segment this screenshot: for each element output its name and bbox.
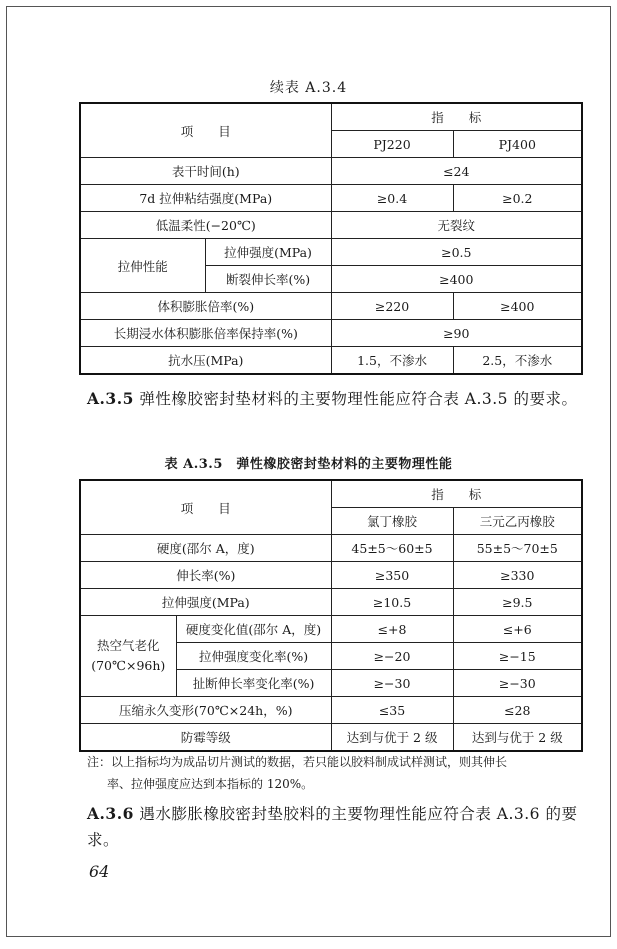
clause-text: 遇水膨胀橡胶密封垫胶料的主要物理性能应符合表 A.3.6 的要求。 bbox=[87, 805, 578, 849]
row-label: 抗水压(MPa) bbox=[80, 347, 331, 375]
row-value-1: ≥350 bbox=[331, 562, 453, 589]
row-value-2: ≥9.5 bbox=[453, 589, 582, 616]
table-row bbox=[80, 616, 582, 643]
header-col2: PJ400 bbox=[453, 131, 582, 158]
page-number: 64 bbox=[89, 862, 110, 881]
table-row bbox=[80, 535, 582, 562]
sub-value: ≥0.5 bbox=[331, 239, 582, 266]
note-line-2: 率、拉伸强度应达到本指标的 120%。 bbox=[107, 777, 314, 791]
sub-label: 断裂伸长率(%) bbox=[205, 266, 331, 293]
clause-a35 bbox=[87, 386, 587, 412]
table-row bbox=[80, 697, 582, 724]
row-label: 7d 拉伸粘结强度(MPa) bbox=[80, 185, 331, 212]
sub-value: ≥400 bbox=[331, 266, 582, 293]
table1-caption: 续表 A.3.4 bbox=[269, 80, 348, 96]
row-label: 压缩永久变形(70℃×24h，%) bbox=[80, 697, 331, 724]
clause-number: A.3.6 bbox=[87, 804, 134, 823]
sub-label: 扯断伸长率变化率(%) bbox=[176, 670, 331, 697]
row-label: 表干时间(h) bbox=[80, 158, 331, 185]
row-value-1: ≥220 bbox=[331, 293, 453, 320]
group-label bbox=[80, 616, 176, 697]
row-value-2: ≤28 bbox=[453, 697, 582, 724]
row-value: ≥90 bbox=[331, 320, 582, 347]
table-row bbox=[80, 562, 582, 589]
header-item: 项 目 bbox=[80, 480, 331, 535]
row-value-2: ≥330 bbox=[453, 562, 582, 589]
header-item: 项 目 bbox=[80, 103, 331, 158]
group-label: 拉伸性能 bbox=[80, 239, 205, 293]
row-value-2: ≥0.2 bbox=[453, 185, 582, 212]
clause-a36 bbox=[87, 801, 587, 853]
table-row bbox=[80, 589, 582, 616]
table-row bbox=[80, 212, 582, 239]
row-label: 拉伸强度(MPa) bbox=[80, 589, 331, 616]
row-value: 无裂纹 bbox=[331, 212, 582, 239]
row-value-2: 2.5，不渗水 bbox=[453, 347, 582, 375]
table-row bbox=[80, 239, 582, 266]
sub-label: 硬度变化值(邵尔 A，度) bbox=[176, 616, 331, 643]
table-row bbox=[80, 158, 582, 185]
row-value: ≤24 bbox=[331, 158, 582, 185]
clause-text: 弹性橡胶密封垫材料的主要物理性能应符合表 A.3.5 的要求。 bbox=[139, 390, 578, 408]
row-value-1: ≥−30 bbox=[331, 670, 453, 697]
row-label: 硬度(邵尔 A，度) bbox=[80, 535, 331, 562]
group-label-line1: 热空气老化 bbox=[96, 638, 160, 653]
row-value-1: ≤35 bbox=[331, 697, 453, 724]
row-value-1: ≥−20 bbox=[331, 643, 453, 670]
row-value-1: ≥10.5 bbox=[331, 589, 453, 616]
table-row bbox=[80, 347, 582, 375]
header-col2: 三元乙丙橡胶 bbox=[453, 508, 582, 535]
header-col1: PJ220 bbox=[331, 131, 453, 158]
row-value-2: 达到与优于 2 级 bbox=[453, 724, 582, 752]
note-line-1: 注：以上指标均为成品切片测试的数据，若只能以胶料制成试样测试，则其伸长 bbox=[87, 755, 508, 769]
row-value-1: ≤+8 bbox=[331, 616, 453, 643]
row-label: 防霉等级 bbox=[80, 724, 331, 752]
table-a35 bbox=[79, 479, 583, 752]
clause-number: A.3.5 bbox=[87, 389, 134, 408]
row-label: 长期浸水体积膨胀倍率保持率(%) bbox=[80, 320, 331, 347]
table-a34-continued bbox=[79, 102, 583, 375]
document-page bbox=[6, 6, 611, 937]
table-row bbox=[80, 724, 582, 752]
row-value-1: 1.5，不渗水 bbox=[331, 347, 453, 375]
header-indicator: 指 标 bbox=[331, 480, 582, 508]
table2-caption: 表 A.3.5 弹性橡胶密封垫材料的主要物理性能 bbox=[164, 457, 453, 472]
row-value-1: ≥0.4 bbox=[331, 185, 453, 212]
row-value-1: 45±5～60±5 bbox=[331, 535, 453, 562]
row-label: 体积膨胀倍率(%) bbox=[80, 293, 331, 320]
table-note bbox=[87, 751, 587, 795]
sub-label: 拉伸强度(MPa) bbox=[205, 239, 331, 266]
row-label: 低温柔性(−20℃) bbox=[80, 212, 331, 239]
header-indicator: 指 标 bbox=[331, 103, 582, 131]
row-value-2: 55±5～70±5 bbox=[453, 535, 582, 562]
row-value-1: 达到与优于 2 级 bbox=[331, 724, 453, 752]
table-row bbox=[80, 293, 582, 320]
row-value-2: ≤+6 bbox=[453, 616, 582, 643]
row-value-2: ≥−15 bbox=[453, 643, 582, 670]
group-label-line2: (70℃×96h) bbox=[91, 658, 166, 673]
table-row bbox=[80, 320, 582, 347]
table-row bbox=[80, 185, 582, 212]
row-value-2: ≥400 bbox=[453, 293, 582, 320]
header-col1: 氯丁橡胶 bbox=[331, 508, 453, 535]
row-value-2: ≥−30 bbox=[453, 670, 582, 697]
row-label: 伸长率(%) bbox=[80, 562, 331, 589]
sub-label: 拉伸强度变化率(%) bbox=[176, 643, 331, 670]
